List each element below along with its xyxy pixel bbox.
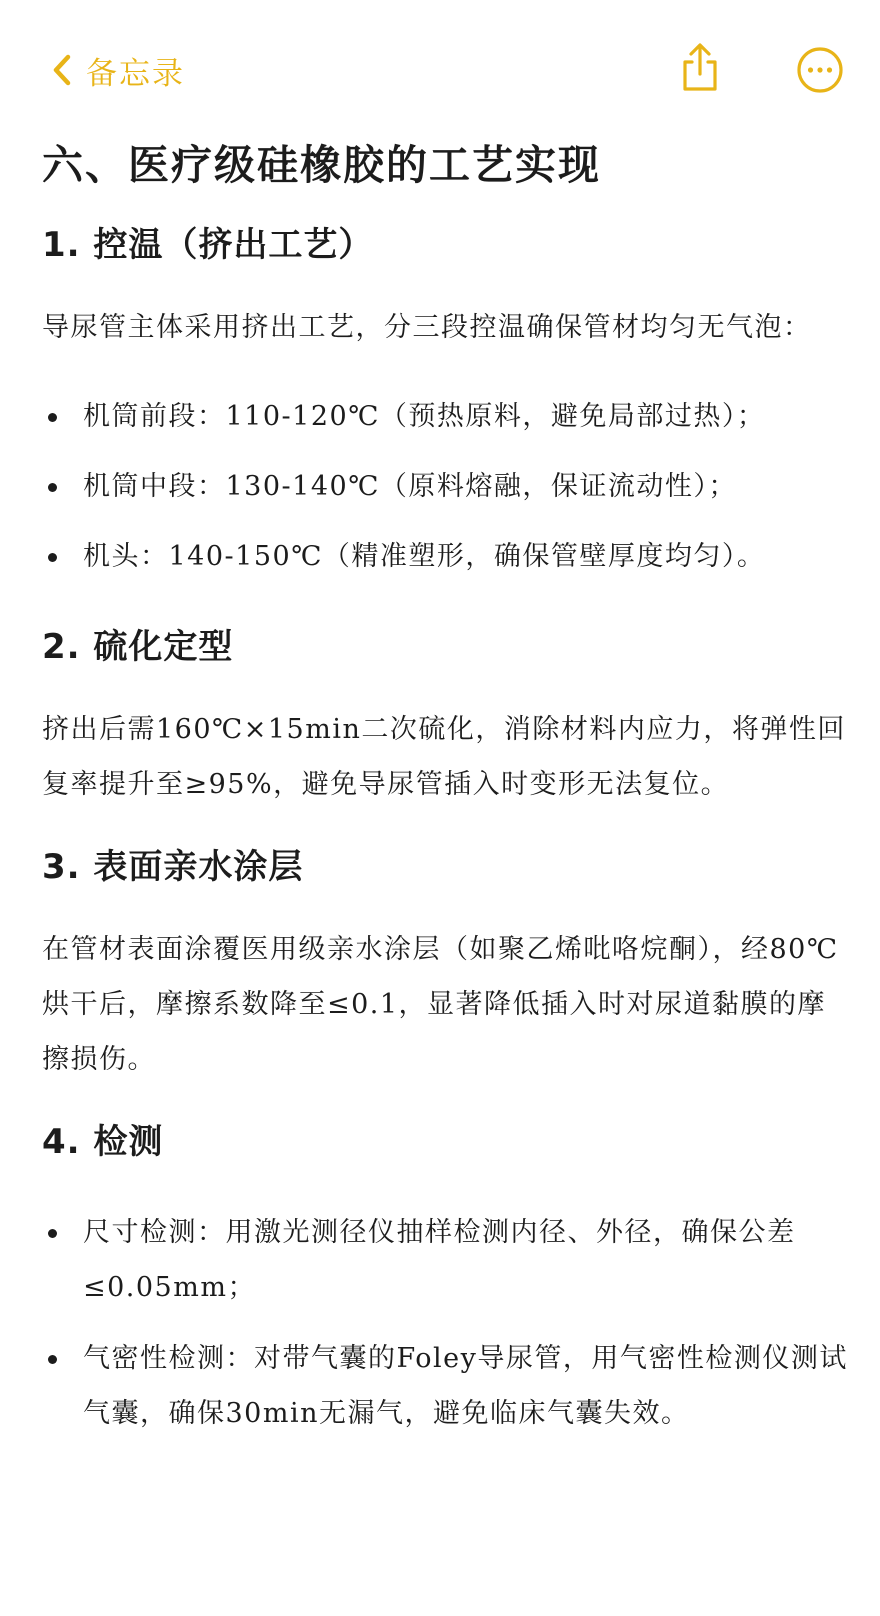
section-body-paragraph: 挤出后需160℃×15min二次硫化，消除材料内应力，将弹性回复率提升至≥95%，避免导尿管插入时变形无法复位。 <box>42 714 846 800</box>
list-item <box>42 1331 848 1441</box>
note-title: 六、医疗级硅橡胶的工艺实现 <box>42 141 601 189</box>
bullet-icon <box>48 483 57 492</box>
list-item-text: 机筒前段：110-120℃（预热原料，避免局部过热）； <box>83 401 766 432</box>
list-item <box>42 459 848 514</box>
list-item <box>42 389 848 444</box>
section-intro-paragraph: 导尿管主体采用挤出工艺，分三段控温确保管材均匀无气泡： <box>42 312 812 343</box>
bullet-icon <box>48 553 57 562</box>
bullet-icon <box>48 413 57 422</box>
more-options-button[interactable] <box>796 46 844 94</box>
section-heading-inspection: 4. 检测 <box>42 1122 164 1162</box>
bullet-icon <box>48 1355 57 1364</box>
temperature-zone-list <box>42 389 848 584</box>
share-icon <box>678 42 722 94</box>
navigation-bar <box>0 0 880 130</box>
list-item-text: 气密性检测：对带气囊的Foley导尿管，用气密性检测仪测试气囊，确保30min无漏气，避免临床气囊失效。 <box>83 1343 848 1429</box>
share-button[interactable] <box>678 42 722 94</box>
list-item-text: 机头：140-150℃（精准塑形，确保管壁厚度均匀）。 <box>83 541 766 572</box>
section-body-paragraph: 在管材表面涂覆医用级亲水涂层（如聚乙烯吡咯烷酮），经80℃烘干后，摩擦系数降至≤0.1，显著降低插入时对尿道黏膜的摩擦损伤。 <box>42 934 839 1075</box>
note-body[interactable] <box>42 130 848 1441</box>
chevron-left-icon <box>52 54 72 86</box>
back-button[interactable] <box>52 48 185 92</box>
section-heading-hydrophilic-coating: 3. 表面亲水涂层 <box>42 847 304 887</box>
more-icon <box>796 46 844 94</box>
back-button-label: 备忘录 <box>86 55 185 92</box>
list-item <box>42 1205 848 1315</box>
list-item <box>42 529 848 584</box>
section-heading-temperature-control: 1. 控温（挤出工艺） <box>42 225 374 265</box>
list-item-text: 机筒中段：130-140℃（原料熔融，保证流动性）； <box>83 471 737 502</box>
bullet-icon <box>48 1229 57 1238</box>
list-item-text: 尺寸检测：用激光测径仪抽样检测内径、外径，确保公差≤0.05mm； <box>83 1217 796 1303</box>
inspection-list <box>42 1205 848 1441</box>
section-heading-vulcanization: 2. 硫化定型 <box>42 627 234 667</box>
